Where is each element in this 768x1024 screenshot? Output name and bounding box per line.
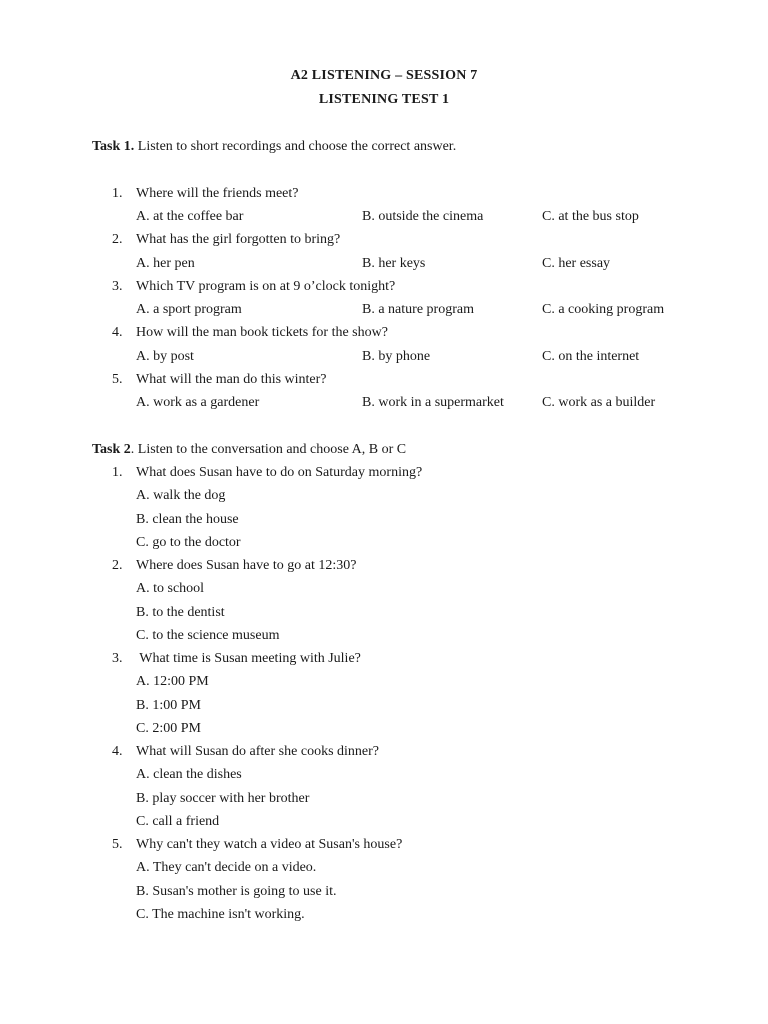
question-number: 1. xyxy=(112,186,123,201)
option-c: C. on the internet xyxy=(542,349,640,364)
task1-question xyxy=(112,232,340,248)
option-b: B. 1:00 PM xyxy=(136,698,201,713)
question-number: 3. xyxy=(112,279,123,294)
task1-question xyxy=(112,325,388,341)
option-b: B. to the dentist xyxy=(136,605,225,620)
option-c: C. at the bus stop xyxy=(542,209,639,224)
option-b: B. outside the cinema xyxy=(362,209,484,224)
option-a: A. work as a gardener xyxy=(136,395,260,410)
option-b: B. work in a supermarket xyxy=(362,395,504,410)
question-number: 5. xyxy=(112,837,123,852)
option-c: C. The machine isn't working. xyxy=(136,907,305,922)
task2-question xyxy=(112,465,422,481)
option-a: A. clean the dishes xyxy=(136,767,242,782)
question-number: 1. xyxy=(112,465,123,480)
question-text: What will Susan do after she cooks dinner? xyxy=(136,744,379,759)
option-b: B. clean the house xyxy=(136,512,239,527)
option-a: A. at the coffee bar xyxy=(136,209,244,224)
task1-label: Task 1. xyxy=(92,139,135,154)
question-text: Why can't they watch a video at Susan's house? xyxy=(136,837,403,852)
option-b: B. by phone xyxy=(362,349,431,364)
question-number: 2. xyxy=(112,232,123,247)
option-a: A. to school xyxy=(136,581,205,596)
option-b: B. Susan's mother is going to use it. xyxy=(136,884,337,899)
option-c: C. call a friend xyxy=(136,814,220,829)
option-c: C. 2:00 PM xyxy=(136,721,201,736)
option-c: C. work as a builder xyxy=(542,395,656,410)
option-a: A. walk the dog xyxy=(136,488,226,503)
question-text: How will the man book tickets for the show? xyxy=(136,325,388,340)
question-number: 2. xyxy=(112,558,123,573)
option-a: A. by post xyxy=(136,349,194,364)
page-subtitle: LISTENING TEST 1 xyxy=(318,92,450,107)
option-c: C. her essay xyxy=(542,256,611,271)
question-number: 4. xyxy=(112,325,123,340)
question-text: Which TV program is on at 9 o’clock tonight? xyxy=(136,279,396,294)
option-b: B. a nature program xyxy=(362,302,474,317)
task2-question xyxy=(112,837,402,853)
task1-heading xyxy=(92,139,456,155)
option-c: C. go to the doctor xyxy=(136,535,241,550)
option-b: B. her keys xyxy=(362,256,426,271)
question-text: What will the man do this winter? xyxy=(136,372,327,387)
option-a: A. They can't decide on a video. xyxy=(136,860,317,875)
question-number: 4. xyxy=(112,744,123,759)
question-text: What time is Susan meeting with Julie? xyxy=(136,651,361,666)
option-c: C. a cooking program xyxy=(542,302,665,317)
task1-question xyxy=(112,372,327,388)
question-number: 5. xyxy=(112,372,123,387)
page-title: A2 LISTENING – SESSION 7 xyxy=(290,68,478,83)
question-text: Where will the friends meet? xyxy=(136,186,299,201)
task2-question xyxy=(112,744,379,760)
task2-instruction: . Listen to the conversation and choose A, B or C xyxy=(130,442,407,457)
task2-question xyxy=(112,651,361,667)
task2-heading xyxy=(92,442,406,458)
option-a: A. her pen xyxy=(136,256,195,271)
task1-instruction: Listen to short recordings and choose the correct answer. xyxy=(134,139,457,154)
task1-question xyxy=(112,186,298,202)
question-text: What has the girl forgotten to bring? xyxy=(136,232,341,247)
question-text: What does Susan have to do on Saturday morning? xyxy=(136,465,423,480)
option-b: B. play soccer with her brother xyxy=(136,791,310,806)
task2-label: Task 2 xyxy=(92,442,131,457)
option-c: C. to the science museum xyxy=(136,628,280,643)
question-text: Where does Susan have to go at 12:30? xyxy=(136,558,357,573)
option-a: A. 12:00 PM xyxy=(136,674,209,689)
option-a: A. a sport program xyxy=(136,302,242,317)
task1-question xyxy=(112,279,395,295)
task2-question xyxy=(112,558,356,574)
question-number: 3. xyxy=(112,651,123,666)
